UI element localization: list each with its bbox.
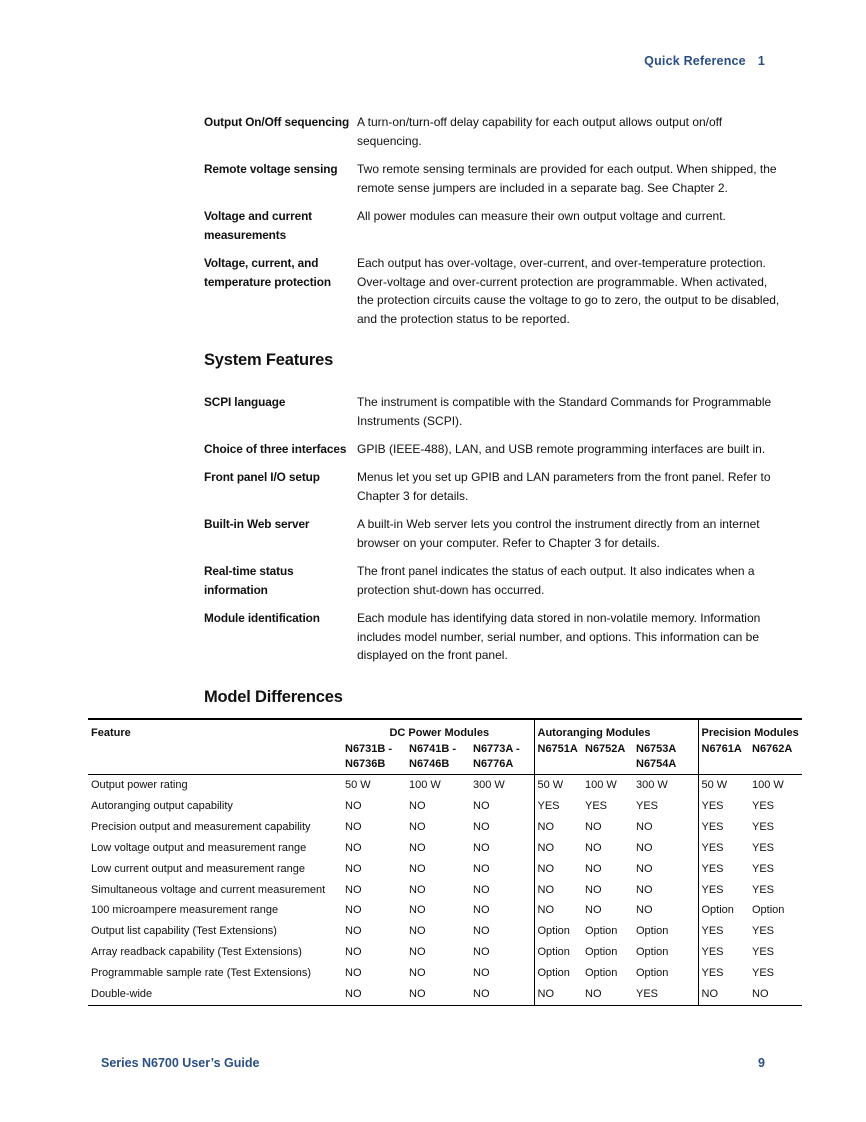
definition-row xyxy=(204,468,784,515)
value-cell: NO xyxy=(409,946,426,959)
output-features-list xyxy=(204,113,784,328)
definition-description: A built-in Web server lets you control the instrument directly from an internet browser on your computer. Refer to Chapter 3 for details. xyxy=(357,517,760,550)
value-cell: NO xyxy=(345,883,362,896)
value-cell: YES xyxy=(752,946,775,959)
value-cell: YES xyxy=(698,963,749,984)
value-cell: YES xyxy=(752,820,775,833)
definition-row xyxy=(204,160,784,207)
table-row xyxy=(88,963,802,984)
table-row xyxy=(88,942,802,963)
value-cell: YES xyxy=(585,799,608,812)
model-header: N6761A xyxy=(698,742,749,775)
system-features-heading: System Features xyxy=(204,351,334,369)
value-cell: NO xyxy=(345,799,362,812)
definition-description: All power modules can measure their own output voltage and current. xyxy=(357,209,726,223)
header-section: Quick Reference xyxy=(644,54,746,68)
value-cell: NO xyxy=(345,925,362,938)
value-cell: NO xyxy=(409,925,426,938)
precision-modules-header: Precision Modules xyxy=(698,719,802,742)
value-cell: NO xyxy=(409,820,426,833)
definition-row xyxy=(204,207,784,254)
value-cell: NO xyxy=(534,838,582,859)
value-cell: YES xyxy=(698,921,749,942)
value-cell: NO xyxy=(585,841,602,854)
table-row xyxy=(88,775,802,796)
definition-row xyxy=(204,254,784,328)
value-cell: NO xyxy=(473,883,490,896)
value-cell: 300 W xyxy=(636,779,668,791)
value-cell: YES xyxy=(752,967,775,980)
definition-description: Each output has over-voltage, over-current, and over-temperature protection. Over-voltage and over-current protection are programmable. When activated, the protection circuits cause the voltage to go to zero, the output to be disabled, and the protection status to be reported. xyxy=(357,256,780,326)
value-cell: 300 W xyxy=(473,779,505,791)
value-cell: NO xyxy=(409,862,426,875)
feature-cell: Low voltage output and measurement range xyxy=(91,841,307,854)
value-cell: NO xyxy=(636,883,653,896)
definition-term: Built-in Web server xyxy=(204,517,310,531)
value-cell: YES xyxy=(752,841,775,854)
definition-description: Menus let you set up GPIB and LAN parameters from the front panel. Refer to Chapter 3 for details. xyxy=(357,470,771,503)
definition-term: Module identification xyxy=(204,611,320,625)
value-cell: NO xyxy=(534,859,582,880)
feature-cell: Array readback capability (Test Extensions) xyxy=(91,946,302,959)
value-cell: NO xyxy=(585,862,602,875)
value-cell: NO xyxy=(534,984,582,1005)
value-cell: NO xyxy=(534,880,582,901)
definition-description: GPIB (IEEE-488), LAN, and USB remote programming interfaces are built in. xyxy=(357,442,766,456)
feature-cell: Output power rating xyxy=(91,779,188,791)
value-cell: NO xyxy=(345,946,362,959)
value-cell: NO xyxy=(585,820,602,833)
value-cell: NO xyxy=(473,967,490,980)
definition-term: Front panel I/O setup xyxy=(204,470,320,484)
value-cell: NO xyxy=(473,904,490,917)
model-differences-table xyxy=(88,718,802,1006)
feature-cell: Programmable sample rate (Test Extensions) xyxy=(91,967,312,980)
value-cell: NO xyxy=(342,984,406,1005)
value-cell: Option xyxy=(752,904,785,917)
definition-row xyxy=(204,393,784,440)
value-cell: Option xyxy=(585,967,618,980)
value-cell: 100 W xyxy=(752,779,784,791)
definition-term: SCPI language xyxy=(204,395,286,409)
value-cell: Option xyxy=(534,921,582,942)
table-row xyxy=(88,838,802,859)
table-row xyxy=(88,921,802,942)
value-cell: NO xyxy=(636,820,653,833)
value-cell: Option xyxy=(585,925,618,938)
feature-cell: Precision output and measurement capability xyxy=(91,820,311,833)
definition-description: The instrument is compatible with the Standard Commands for Programmable Instruments (SCPI). xyxy=(357,395,772,428)
table-row xyxy=(88,817,802,838)
value-cell: YES xyxy=(698,942,749,963)
value-cell: NO xyxy=(473,946,490,959)
page-header xyxy=(644,54,765,68)
system-features-list xyxy=(204,393,784,665)
table-row xyxy=(88,859,802,880)
definition-term: Remote voltage sensing xyxy=(204,162,338,176)
value-cell: NO xyxy=(585,904,602,917)
value-cell: YES xyxy=(698,796,749,817)
value-cell: Option xyxy=(534,942,582,963)
dc-power-modules-header: DC Power Modules xyxy=(342,719,534,742)
definition-row xyxy=(204,609,784,665)
value-cell: YES xyxy=(752,925,775,938)
definition-term: Real-time status information xyxy=(204,564,294,597)
definition-term: Voltage and current measurements xyxy=(204,209,313,242)
value-cell: 50 W xyxy=(698,775,749,796)
table-row xyxy=(88,796,802,817)
footer-guide-title: Series N6700 User’s Guide xyxy=(101,1056,260,1070)
value-cell: NO xyxy=(473,799,490,812)
feature-cell: Double-wide xyxy=(88,984,342,1005)
definition-row xyxy=(204,113,784,160)
model-header: N6731B - N6736B xyxy=(342,742,406,775)
value-cell: NO xyxy=(582,984,633,1005)
value-cell: 100 W xyxy=(409,779,441,791)
value-cell: NO xyxy=(636,862,653,875)
feature-cell: Low current output and measurement range xyxy=(91,862,306,875)
value-cell: NO xyxy=(406,984,470,1005)
model-header: N6751A xyxy=(534,742,582,775)
model-header: N6741B - N6746B xyxy=(406,742,470,775)
value-cell: YES xyxy=(698,859,749,880)
definition-description: Two remote sensing terminals are provided for each output. When shipped, the remote sense jumpers are included in a separate bag. See Chapter 2. xyxy=(357,162,777,195)
model-header: N6773A - N6776A xyxy=(470,742,534,775)
definition-description: The front panel indicates the status of each output. It also indicates when a protection shut-down has occurred. xyxy=(357,564,755,597)
model-differences-heading: Model Differences xyxy=(204,688,343,706)
value-cell: YES xyxy=(752,883,775,896)
value-cell: NO xyxy=(636,841,653,854)
value-cell: YES xyxy=(534,796,582,817)
definition-description: A turn-on/turn-off delay capability for each output allows output on/off sequencing. xyxy=(357,115,723,148)
table-row xyxy=(88,900,802,921)
definition-term: Output On/Off sequencing xyxy=(204,115,350,129)
value-cell: NO xyxy=(345,820,362,833)
table-row xyxy=(88,880,802,901)
feature-column-header: Feature xyxy=(88,719,342,742)
feature-cell: Simultaneous voltage and current measurement xyxy=(91,883,326,896)
value-cell: NO xyxy=(409,967,426,980)
value-cell: NO xyxy=(409,883,426,896)
value-cell: NO xyxy=(345,841,362,854)
header-chapter-number: 1 xyxy=(757,54,765,68)
value-cell: NO xyxy=(473,820,490,833)
value-cell: NO xyxy=(470,984,534,1005)
definition-description: Each module has identifying data stored in non-volatile memory. Information includes model number, serial number, and options. This information can be displayed on the front panel. xyxy=(357,611,761,662)
value-cell: NO xyxy=(749,984,802,1005)
value-cell: NO xyxy=(534,817,582,838)
definition-term: Voltage, current, and temperature protection xyxy=(204,256,331,289)
value-cell: YES xyxy=(752,862,775,875)
value-cell: YES xyxy=(698,817,749,838)
value-cell: NO xyxy=(698,984,749,1005)
feature-cell: 100 microampere measurement range xyxy=(91,904,279,917)
definition-row xyxy=(204,440,784,468)
model-header: N6752A xyxy=(582,742,633,775)
value-cell: Option xyxy=(698,900,749,921)
definition-row xyxy=(204,515,784,562)
autoranging-modules-header: Autoranging Modules xyxy=(534,719,698,742)
value-cell: YES xyxy=(698,838,749,859)
value-cell: NO xyxy=(636,904,653,917)
value-cell: NO xyxy=(409,841,426,854)
value-cell: YES xyxy=(752,799,775,812)
value-cell: Option xyxy=(636,925,669,938)
footer-page-number: 9 xyxy=(758,1056,765,1070)
value-cell: NO xyxy=(473,925,490,938)
value-cell: NO xyxy=(409,904,426,917)
value-cell: YES xyxy=(636,799,659,812)
table-group-header-row xyxy=(88,719,802,742)
value-cell: 50 W xyxy=(534,775,582,796)
value-cell: NO xyxy=(473,841,490,854)
definition-term: Choice of three interfaces xyxy=(204,442,347,456)
value-cell: NO xyxy=(585,883,602,896)
value-cell: Option xyxy=(534,963,582,984)
value-cell: NO xyxy=(345,967,362,980)
table-body xyxy=(88,775,802,1006)
feature-cell: Autoranging output capability xyxy=(91,799,233,812)
model-header: N6762A xyxy=(749,742,802,775)
value-cell: NO xyxy=(345,904,362,917)
value-cell: NO xyxy=(409,799,426,812)
value-cell: Option xyxy=(585,946,618,959)
value-cell: YES xyxy=(633,984,698,1005)
value-cell: YES xyxy=(698,880,749,901)
value-cell: 100 W xyxy=(585,779,617,791)
value-cell: Option xyxy=(636,946,669,959)
value-cell: NO xyxy=(473,862,490,875)
feature-cell: Output list capability (Test Extensions) xyxy=(91,925,277,938)
value-cell: 50 W xyxy=(345,779,371,791)
value-cell: Option xyxy=(636,967,669,980)
value-cell: NO xyxy=(345,862,362,875)
definition-row xyxy=(204,562,784,609)
table-model-header-row xyxy=(88,742,802,775)
model-header: N6753A N6754A xyxy=(633,742,698,775)
value-cell: NO xyxy=(534,900,582,921)
table-row xyxy=(88,984,802,1005)
